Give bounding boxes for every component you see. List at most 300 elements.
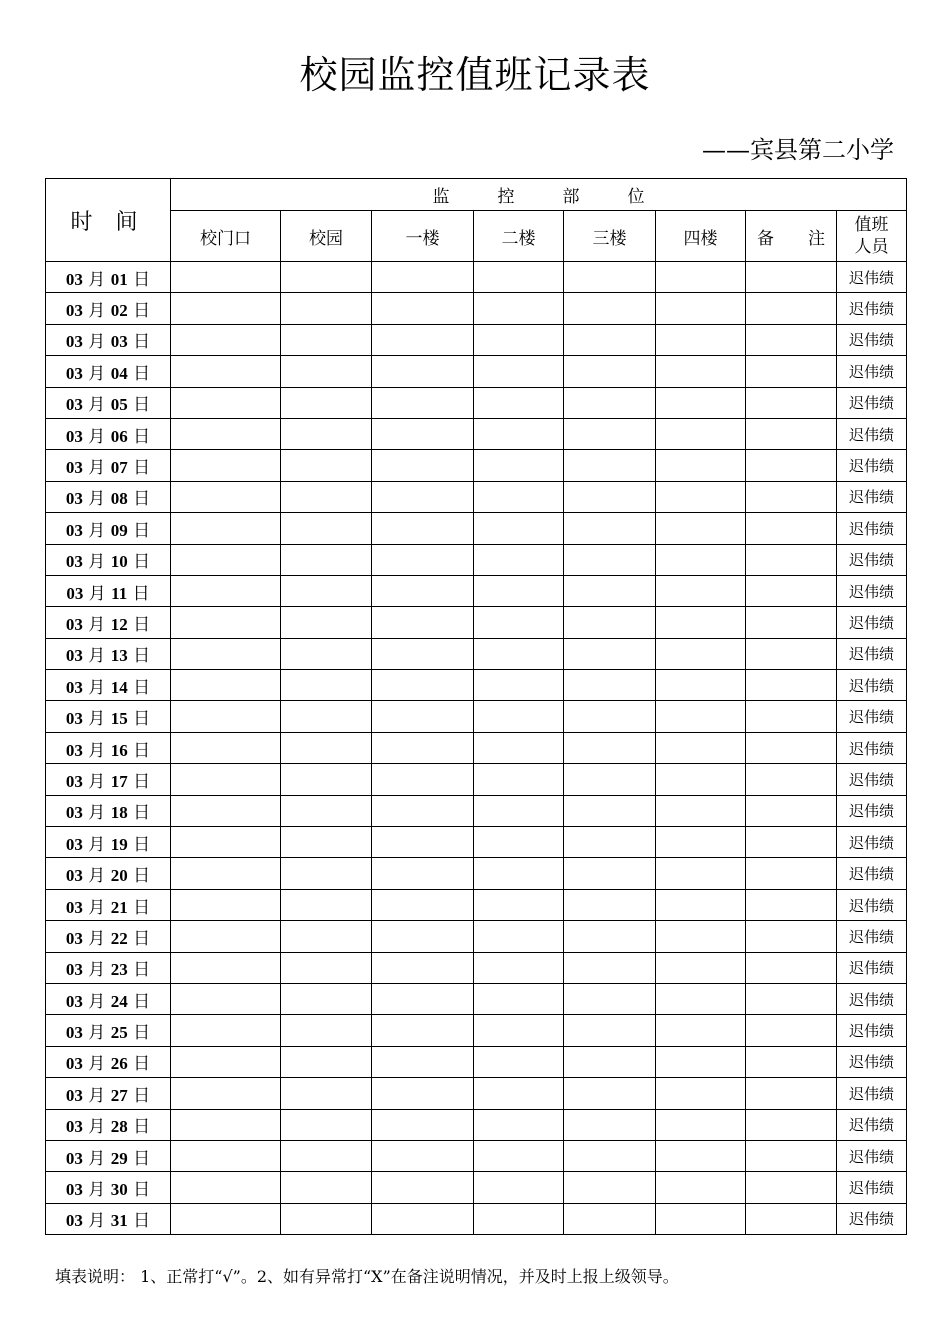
floor-4-cell[interactable] bbox=[656, 983, 746, 1014]
floor-3-cell[interactable] bbox=[564, 827, 656, 858]
duty-log-table bbox=[45, 178, 907, 1235]
duty-person-cell: 迟伟绩 bbox=[837, 1109, 907, 1140]
remarks-cell[interactable] bbox=[746, 638, 837, 669]
duty-person-cell: 迟伟绩 bbox=[837, 952, 907, 983]
month-value: 03 bbox=[65, 269, 83, 289]
campus-cell[interactable] bbox=[281, 1046, 372, 1077]
floor-4-cell[interactable] bbox=[656, 387, 746, 418]
gate-cell[interactable] bbox=[171, 732, 281, 763]
remarks-cell[interactable] bbox=[746, 1172, 837, 1203]
floor-1-cell[interactable] bbox=[372, 387, 474, 418]
date-cell bbox=[46, 1140, 171, 1171]
floor-3-cell[interactable] bbox=[564, 1015, 656, 1046]
gate-cell[interactable] bbox=[171, 827, 281, 858]
floor-4-cell[interactable] bbox=[656, 481, 746, 512]
campus-cell[interactable] bbox=[281, 1015, 372, 1046]
gate-cell[interactable] bbox=[171, 513, 281, 544]
day-value: 21 bbox=[110, 897, 128, 917]
day-value: 19 bbox=[110, 834, 128, 854]
floor-1-cell[interactable] bbox=[372, 732, 474, 763]
remarks-cell[interactable] bbox=[746, 418, 837, 449]
remarks-cell[interactable] bbox=[746, 293, 837, 324]
month-value: 03 bbox=[65, 489, 83, 509]
floor-4-cell[interactable] bbox=[656, 293, 746, 324]
day-value: 12 bbox=[110, 614, 128, 634]
floor-4-cell[interactable] bbox=[656, 701, 746, 732]
floor-1-cell[interactable] bbox=[372, 481, 474, 512]
floor-4-cell[interactable] bbox=[656, 827, 746, 858]
duty-person-cell: 迟伟绩 bbox=[837, 638, 907, 669]
day-value: 01 bbox=[110, 269, 128, 289]
floor-3-cell[interactable] bbox=[564, 293, 656, 324]
campus-cell[interactable] bbox=[281, 795, 372, 826]
remarks-cell[interactable] bbox=[746, 1015, 837, 1046]
remarks-cell[interactable] bbox=[746, 1078, 837, 1109]
remarks-cell[interactable] bbox=[746, 701, 837, 732]
campus-cell[interactable] bbox=[281, 1172, 372, 1203]
table-row bbox=[46, 575, 907, 606]
remarks-cell[interactable] bbox=[746, 575, 837, 606]
campus-cell[interactable] bbox=[281, 450, 372, 481]
floor-3-cell[interactable] bbox=[564, 575, 656, 606]
floor-4-cell[interactable] bbox=[656, 1172, 746, 1203]
floor-1-cell[interactable] bbox=[372, 889, 474, 920]
campus-cell[interactable] bbox=[281, 827, 372, 858]
floor-2-cell[interactable] bbox=[474, 513, 564, 544]
remarks-cell[interactable] bbox=[746, 607, 837, 638]
gate-cell[interactable] bbox=[171, 670, 281, 701]
campus-cell[interactable] bbox=[281, 324, 372, 355]
floor-4-cell[interactable] bbox=[656, 1046, 746, 1077]
remarks-cell[interactable] bbox=[746, 513, 837, 544]
day-value: 31 bbox=[110, 1211, 128, 1231]
floor-4-cell[interactable] bbox=[656, 1109, 746, 1140]
month-label: 月 bbox=[88, 614, 106, 635]
month-label: 月 bbox=[88, 1054, 106, 1075]
gate-cell[interactable] bbox=[171, 795, 281, 826]
floor-1-cell[interactable] bbox=[372, 1172, 474, 1203]
gate-cell[interactable] bbox=[171, 764, 281, 795]
remarks-cell[interactable] bbox=[746, 858, 837, 889]
floor-1-cell[interactable] bbox=[372, 670, 474, 701]
floor-4-cell[interactable] bbox=[656, 795, 746, 826]
gate-cell[interactable] bbox=[171, 575, 281, 606]
month-label: 月 bbox=[88, 552, 106, 573]
floor-3-cell[interactable] bbox=[564, 1140, 656, 1171]
table-row bbox=[46, 795, 907, 826]
floor-1-cell[interactable] bbox=[372, 544, 474, 575]
floor-4-cell[interactable] bbox=[656, 418, 746, 449]
floor-1-cell[interactable] bbox=[372, 1140, 474, 1171]
floor-1-cell[interactable] bbox=[372, 983, 474, 1014]
day-label: 日 bbox=[133, 1023, 151, 1044]
day-value: 06 bbox=[110, 426, 128, 446]
floor-3-cell[interactable] bbox=[564, 701, 656, 732]
month-label: 月 bbox=[88, 740, 106, 761]
campus-cell[interactable] bbox=[281, 293, 372, 324]
gate-cell[interactable] bbox=[171, 1015, 281, 1046]
duty-person-cell: 迟伟绩 bbox=[837, 1140, 907, 1171]
day-label: 日 bbox=[133, 426, 151, 447]
floor-2-cell[interactable] bbox=[474, 575, 564, 606]
gate-cell[interactable] bbox=[171, 1140, 281, 1171]
floor-1-cell[interactable] bbox=[372, 638, 474, 669]
floor-3-cell[interactable] bbox=[564, 450, 656, 481]
gate-cell[interactable] bbox=[171, 1203, 281, 1234]
floor-3-cell[interactable] bbox=[564, 1172, 656, 1203]
duty-person-cell: 迟伟绩 bbox=[837, 575, 907, 606]
campus-cell[interactable] bbox=[281, 1140, 372, 1171]
date-cell bbox=[46, 732, 171, 763]
floor-3-cell[interactable] bbox=[564, 638, 656, 669]
campus-cell[interactable] bbox=[281, 732, 372, 763]
remarks-cell[interactable] bbox=[746, 1140, 837, 1171]
day-label: 日 bbox=[133, 395, 151, 416]
floor-2-cell[interactable] bbox=[474, 670, 564, 701]
floor-1-cell[interactable] bbox=[372, 764, 474, 795]
floor-1-cell[interactable] bbox=[372, 952, 474, 983]
day-label: 日 bbox=[133, 866, 151, 887]
remarks-cell[interactable] bbox=[746, 983, 837, 1014]
day-value: 13 bbox=[110, 646, 128, 666]
gate-cell[interactable] bbox=[171, 544, 281, 575]
gate-cell[interactable] bbox=[171, 701, 281, 732]
remarks-cell[interactable] bbox=[746, 1203, 837, 1234]
table-row bbox=[46, 418, 907, 449]
floor-2-cell[interactable] bbox=[474, 607, 564, 638]
gate-cell[interactable] bbox=[171, 983, 281, 1014]
floor-4-cell[interactable] bbox=[656, 764, 746, 795]
month-label: 月 bbox=[88, 771, 106, 792]
floor-3-cell[interactable] bbox=[564, 607, 656, 638]
gate-cell[interactable] bbox=[171, 418, 281, 449]
floor-2-cell[interactable] bbox=[474, 921, 564, 952]
day-value: 27 bbox=[110, 1085, 128, 1105]
column-header-floor-3: 三楼 bbox=[564, 211, 656, 262]
group-header-char: 位 bbox=[627, 187, 645, 207]
duty-person-cell: 迟伟绩 bbox=[837, 387, 907, 418]
campus-cell[interactable] bbox=[281, 513, 372, 544]
day-label: 日 bbox=[133, 897, 151, 918]
floor-4-cell[interactable] bbox=[656, 324, 746, 355]
floor-1-cell[interactable] bbox=[372, 827, 474, 858]
table-row bbox=[46, 324, 907, 355]
remarks-cell[interactable] bbox=[746, 795, 837, 826]
month-value: 03 bbox=[65, 866, 83, 886]
column-header-floor-4: 四楼 bbox=[656, 211, 746, 262]
floor-3-cell[interactable] bbox=[564, 858, 656, 889]
duty-header-line: 人员 bbox=[854, 237, 889, 257]
floor-3-cell[interactable] bbox=[564, 481, 656, 512]
gate-cell[interactable] bbox=[171, 262, 281, 293]
remarks-cell[interactable] bbox=[746, 262, 837, 293]
floor-1-cell[interactable] bbox=[372, 356, 474, 387]
month-value: 03 bbox=[65, 928, 83, 948]
remarks-cell[interactable] bbox=[746, 827, 837, 858]
floor-1-cell[interactable] bbox=[372, 607, 474, 638]
campus-cell[interactable] bbox=[281, 481, 372, 512]
floor-4-cell[interactable] bbox=[656, 732, 746, 763]
floor-4-cell[interactable] bbox=[656, 1015, 746, 1046]
day-value: 14 bbox=[110, 677, 128, 697]
day-value: 30 bbox=[110, 1180, 128, 1200]
gate-cell[interactable] bbox=[171, 324, 281, 355]
gate-cell[interactable] bbox=[171, 858, 281, 889]
floor-4-cell[interactable] bbox=[656, 1203, 746, 1234]
campus-cell[interactable] bbox=[281, 575, 372, 606]
floor-2-cell[interactable] bbox=[474, 418, 564, 449]
remarks-cell[interactable] bbox=[746, 952, 837, 983]
remarks-cell[interactable] bbox=[746, 324, 837, 355]
floor-2-cell[interactable] bbox=[474, 889, 564, 920]
date-cell bbox=[46, 1172, 171, 1203]
floor-4-cell[interactable] bbox=[656, 952, 746, 983]
month-label: 月 bbox=[88, 928, 106, 949]
floor-4-cell[interactable] bbox=[656, 544, 746, 575]
column-header-gate: 校门口 bbox=[171, 211, 281, 262]
gate-cell[interactable] bbox=[171, 356, 281, 387]
floor-1-cell[interactable] bbox=[372, 1015, 474, 1046]
month-label: 月 bbox=[88, 458, 106, 479]
floor-1-cell[interactable] bbox=[372, 262, 474, 293]
floor-2-cell[interactable] bbox=[474, 356, 564, 387]
table-row bbox=[46, 356, 907, 387]
floor-2-cell[interactable] bbox=[474, 1015, 564, 1046]
floor-2-cell[interactable] bbox=[474, 952, 564, 983]
gate-cell[interactable] bbox=[171, 889, 281, 920]
floor-3-cell[interactable] bbox=[564, 764, 656, 795]
day-value: 11 bbox=[111, 583, 128, 603]
campus-cell[interactable] bbox=[281, 1109, 372, 1140]
floor-4-cell[interactable] bbox=[656, 889, 746, 920]
floor-4-cell[interactable] bbox=[656, 262, 746, 293]
date-cell bbox=[46, 513, 171, 544]
campus-cell[interactable] bbox=[281, 764, 372, 795]
gate-cell[interactable] bbox=[171, 1046, 281, 1077]
floor-1-cell[interactable] bbox=[372, 575, 474, 606]
table-row bbox=[46, 1203, 907, 1234]
floor-2-cell[interactable] bbox=[474, 1046, 564, 1077]
remarks-cell[interactable] bbox=[746, 1109, 837, 1140]
floor-4-cell[interactable] bbox=[656, 575, 746, 606]
gate-cell[interactable] bbox=[171, 1078, 281, 1109]
floor-4-cell[interactable] bbox=[656, 858, 746, 889]
duty-header-line: 值班 bbox=[854, 215, 889, 235]
floor-4-cell[interactable] bbox=[656, 921, 746, 952]
gate-cell[interactable] bbox=[171, 481, 281, 512]
month-value: 03 bbox=[65, 771, 83, 791]
duty-person-cell: 迟伟绩 bbox=[837, 858, 907, 889]
campus-cell[interactable] bbox=[281, 418, 372, 449]
floor-1-cell[interactable] bbox=[372, 418, 474, 449]
floor-1-cell[interactable] bbox=[372, 921, 474, 952]
campus-cell[interactable] bbox=[281, 1078, 372, 1109]
day-value: 16 bbox=[110, 740, 128, 760]
remarks-cell[interactable] bbox=[746, 544, 837, 575]
remarks-cell[interactable] bbox=[746, 1046, 837, 1077]
table-row bbox=[46, 921, 907, 952]
campus-cell[interactable] bbox=[281, 607, 372, 638]
day-value: 29 bbox=[110, 1148, 128, 1168]
gate-cell[interactable] bbox=[171, 1109, 281, 1140]
date-cell bbox=[46, 481, 171, 512]
gate-cell[interactable] bbox=[171, 952, 281, 983]
floor-2-cell[interactable] bbox=[474, 1109, 564, 1140]
table-row bbox=[46, 764, 907, 795]
floor-4-cell[interactable] bbox=[656, 513, 746, 544]
floor-3-cell[interactable] bbox=[564, 544, 656, 575]
month-label: 月 bbox=[88, 1023, 106, 1044]
campus-cell[interactable] bbox=[281, 544, 372, 575]
floor-1-cell[interactable] bbox=[372, 513, 474, 544]
floor-2-cell[interactable] bbox=[474, 858, 564, 889]
floor-1-cell[interactable] bbox=[372, 795, 474, 826]
date-cell bbox=[46, 701, 171, 732]
day-label: 日 bbox=[133, 332, 151, 353]
floor-3-cell[interactable] bbox=[564, 262, 656, 293]
campus-cell[interactable] bbox=[281, 701, 372, 732]
floor-1-cell[interactable] bbox=[372, 1046, 474, 1077]
month-label: 月 bbox=[88, 677, 106, 698]
table-row bbox=[46, 732, 907, 763]
floor-4-cell[interactable] bbox=[656, 1078, 746, 1109]
column-header-floor-1: 一楼 bbox=[372, 211, 474, 262]
floor-3-cell[interactable] bbox=[564, 324, 656, 355]
remarks-cell[interactable] bbox=[746, 356, 837, 387]
floor-2-cell[interactable] bbox=[474, 732, 564, 763]
remarks-cell[interactable] bbox=[746, 732, 837, 763]
day-label: 日 bbox=[133, 991, 151, 1012]
floor-1-cell[interactable] bbox=[372, 1078, 474, 1109]
floor-4-cell[interactable] bbox=[656, 356, 746, 387]
campus-cell[interactable] bbox=[281, 387, 372, 418]
monitor-location-header bbox=[171, 179, 907, 211]
remarks-cell[interactable] bbox=[746, 450, 837, 481]
month-label: 月 bbox=[88, 1148, 106, 1169]
floor-3-cell[interactable] bbox=[564, 387, 656, 418]
gate-cell[interactable] bbox=[171, 1172, 281, 1203]
campus-cell[interactable] bbox=[281, 889, 372, 920]
floor-2-cell[interactable] bbox=[474, 544, 564, 575]
floor-3-cell[interactable] bbox=[564, 921, 656, 952]
remarks-cell[interactable] bbox=[746, 670, 837, 701]
month-value: 03 bbox=[65, 897, 83, 917]
date-cell bbox=[46, 983, 171, 1014]
floor-3-cell[interactable] bbox=[564, 889, 656, 920]
remarks-cell[interactable] bbox=[746, 481, 837, 512]
floor-2-cell[interactable] bbox=[474, 293, 564, 324]
floor-3-cell[interactable] bbox=[564, 670, 656, 701]
month-label: 月 bbox=[88, 269, 106, 290]
floor-2-cell[interactable] bbox=[474, 1172, 564, 1203]
floor-1-cell[interactable] bbox=[372, 324, 474, 355]
gate-cell[interactable] bbox=[171, 607, 281, 638]
floor-4-cell[interactable] bbox=[656, 450, 746, 481]
floor-4-cell[interactable] bbox=[656, 638, 746, 669]
gate-cell[interactable] bbox=[171, 293, 281, 324]
remarks-cell[interactable] bbox=[746, 387, 837, 418]
remarks-cell[interactable] bbox=[746, 889, 837, 920]
gate-cell[interactable] bbox=[171, 450, 281, 481]
table-row bbox=[46, 858, 907, 889]
campus-cell[interactable] bbox=[281, 983, 372, 1014]
table-row bbox=[46, 387, 907, 418]
floor-2-cell[interactable] bbox=[474, 324, 564, 355]
floor-2-cell[interactable] bbox=[474, 983, 564, 1014]
day-value: 23 bbox=[110, 960, 128, 980]
campus-cell[interactable] bbox=[281, 921, 372, 952]
floor-2-cell[interactable] bbox=[474, 450, 564, 481]
floor-2-cell[interactable] bbox=[474, 1078, 564, 1109]
campus-cell[interactable] bbox=[281, 670, 372, 701]
floor-2-cell[interactable] bbox=[474, 764, 564, 795]
floor-1-cell[interactable] bbox=[372, 450, 474, 481]
campus-cell[interactable] bbox=[281, 858, 372, 889]
floor-4-cell[interactable] bbox=[656, 607, 746, 638]
floor-2-cell[interactable] bbox=[474, 795, 564, 826]
duty-person-cell: 迟伟绩 bbox=[837, 293, 907, 324]
floor-3-cell[interactable] bbox=[564, 732, 656, 763]
duty-person-cell: 迟伟绩 bbox=[837, 1015, 907, 1046]
floor-1-cell[interactable] bbox=[372, 1109, 474, 1140]
floor-3-cell[interactable] bbox=[564, 983, 656, 1014]
floor-1-cell[interactable] bbox=[372, 293, 474, 324]
gate-cell[interactable] bbox=[171, 921, 281, 952]
month-value: 03 bbox=[65, 332, 83, 352]
floor-2-cell[interactable] bbox=[474, 827, 564, 858]
floor-2-cell[interactable] bbox=[474, 1203, 564, 1234]
floor-1-cell[interactable] bbox=[372, 858, 474, 889]
remarks-cell[interactable] bbox=[746, 921, 837, 952]
floor-3-cell[interactable] bbox=[564, 1109, 656, 1140]
floor-3-cell[interactable] bbox=[564, 356, 656, 387]
floor-1-cell[interactable] bbox=[372, 701, 474, 732]
floor-3-cell[interactable] bbox=[564, 418, 656, 449]
day-label: 日 bbox=[133, 646, 151, 667]
floor-3-cell[interactable] bbox=[564, 1203, 656, 1234]
floor-3-cell[interactable] bbox=[564, 952, 656, 983]
floor-4-cell[interactable] bbox=[656, 1140, 746, 1171]
duty-person-cell: 迟伟绩 bbox=[837, 1046, 907, 1077]
gate-cell[interactable] bbox=[171, 638, 281, 669]
campus-cell[interactable] bbox=[281, 1203, 372, 1234]
campus-cell[interactable] bbox=[281, 952, 372, 983]
table-row bbox=[46, 544, 907, 575]
gate-cell[interactable] bbox=[171, 387, 281, 418]
campus-cell[interactable] bbox=[281, 262, 372, 293]
floor-2-cell[interactable] bbox=[474, 262, 564, 293]
remarks-cell[interactable] bbox=[746, 764, 837, 795]
date-cell bbox=[46, 858, 171, 889]
floor-2-cell[interactable] bbox=[474, 481, 564, 512]
campus-cell[interactable] bbox=[281, 638, 372, 669]
month-value: 03 bbox=[65, 395, 83, 415]
floor-4-cell[interactable] bbox=[656, 670, 746, 701]
floor-2-cell[interactable] bbox=[474, 638, 564, 669]
floor-3-cell[interactable] bbox=[564, 513, 656, 544]
floor-2-cell[interactable] bbox=[474, 701, 564, 732]
floor-3-cell[interactable] bbox=[564, 795, 656, 826]
floor-2-cell[interactable] bbox=[474, 1140, 564, 1171]
floor-2-cell[interactable] bbox=[474, 387, 564, 418]
date-cell bbox=[46, 764, 171, 795]
floor-1-cell[interactable] bbox=[372, 1203, 474, 1234]
floor-3-cell[interactable] bbox=[564, 1078, 656, 1109]
day-label: 日 bbox=[133, 552, 151, 573]
floor-3-cell[interactable] bbox=[564, 1046, 656, 1077]
day-label: 日 bbox=[133, 960, 151, 981]
campus-cell[interactable] bbox=[281, 356, 372, 387]
